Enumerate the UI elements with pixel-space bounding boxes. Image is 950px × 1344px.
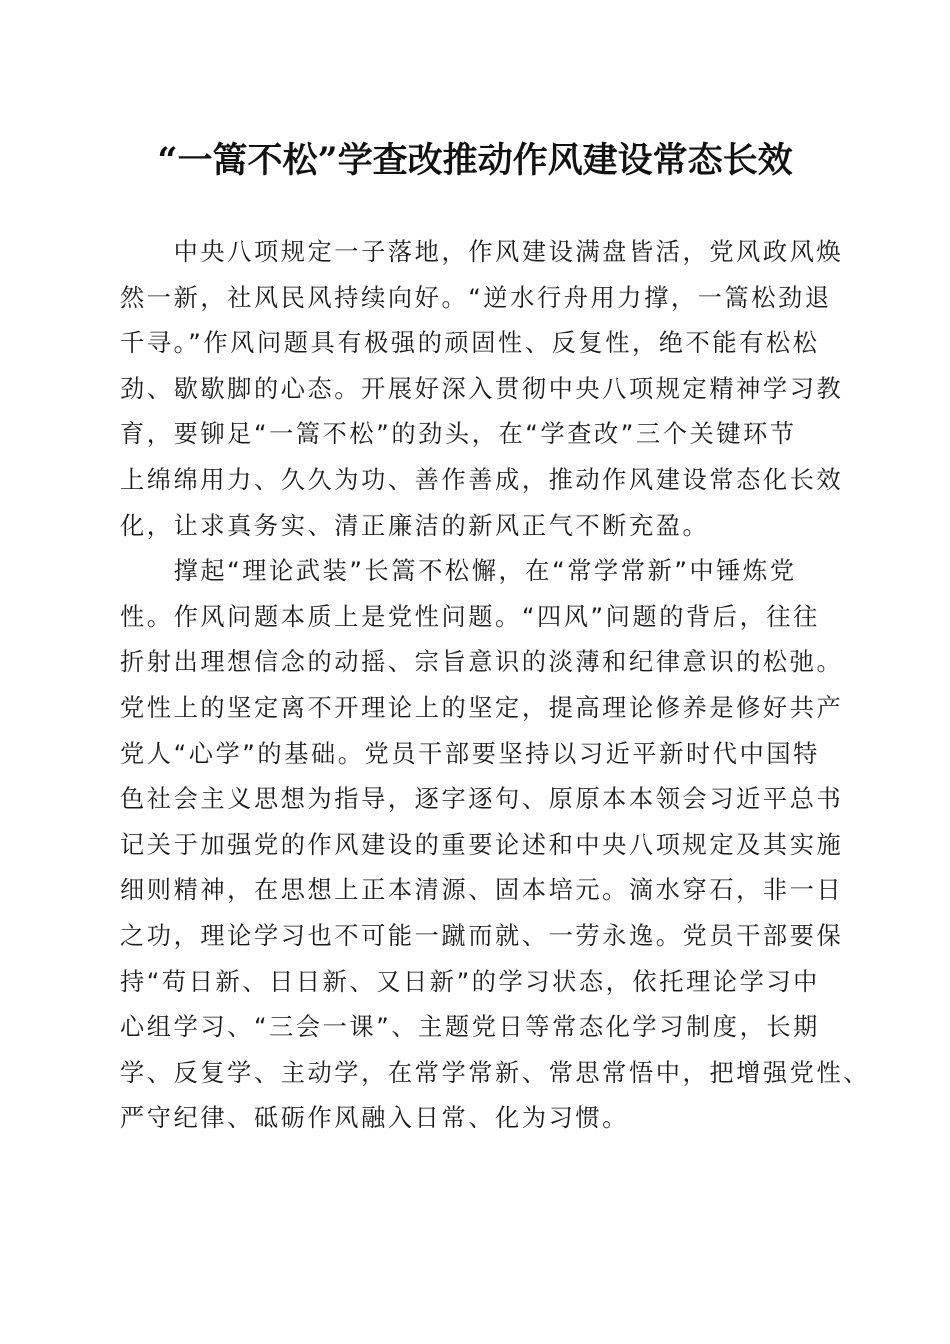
- text-line: 折射出理想信念的动摇、宗旨意识的淡薄和纪律意识的松弛。: [120, 648, 844, 677]
- text-line: 心组学习、“三会一课”、主题党日等常态化学习制度，长期: [120, 1013, 820, 1042]
- text-line: 化，让求真务实、清正廉洁的新风正气不断充盈。: [120, 511, 710, 540]
- text-line: 性。作风问题本质上是党性问题。“四风”问题的背后，往往: [120, 602, 820, 631]
- document-title: “一篙不松”学查改推动作风建设常态长效: [157, 140, 793, 181]
- text-line: 之功，理论学习也不可能一蹴而就、一劳永逸。党员干部要保: [120, 921, 844, 950]
- document-body: [120, 230, 871, 1142]
- text-line: 色社会主义思想为指导，逐字逐句、原原本本领会习近平总书: [120, 785, 844, 814]
- text-line: 党性上的坚定离不开理论上的坚定，提高理论修养是修好共产: [120, 693, 844, 722]
- text-line: 记关于加强党的作风建设的重要论述和中央八项规定及其实施: [120, 830, 844, 859]
- text-line: 上绵绵用力、久久为功、善作善成，推动作风建设常态化长效: [120, 465, 844, 494]
- text-line: 育，要铆足“一篙不松”的劲头，在“学查改”三个关键环节: [120, 420, 797, 449]
- paragraph-1: [120, 230, 844, 549]
- text-line: 党人“心学”的基础。党员干部要坚持以习近平新时代中国特: [120, 739, 820, 768]
- text-line: 严守纪律、砥砺作风融入日常、化为习惯。: [120, 1104, 629, 1133]
- text-line: 撑起“理论武装”长篙不松懈，在“常学常新”中锤炼党: [120, 557, 797, 586]
- text-line: 然一新，社风民风持续向好。“逆水行舟用力撑，一篙松劲退: [120, 283, 832, 312]
- paragraph-2: [120, 549, 871, 1142]
- text-line: 千寻。”作风问题具有极强的顽固性、反复性，绝不能有松松: [120, 329, 820, 358]
- text-line: 持“苟日新、日日新、又日新”的学习状态，依托理论学习中: [120, 967, 820, 996]
- text-line: 中央八项规定一子落地，作风建设满盘皆活，党风政风焕: [120, 238, 844, 266]
- text-line: 细则精神，在思想上正本清源、固本培元。滴水穿石，非一日: [120, 876, 844, 905]
- text-line: 学、反复学、主动学，在常学常新、常思常悟中，把增强党性、: [120, 1058, 871, 1087]
- text-line: 劲、歇歇脚的心态。开展好深入贯彻中央八项规定精神学习教: [120, 374, 844, 403]
